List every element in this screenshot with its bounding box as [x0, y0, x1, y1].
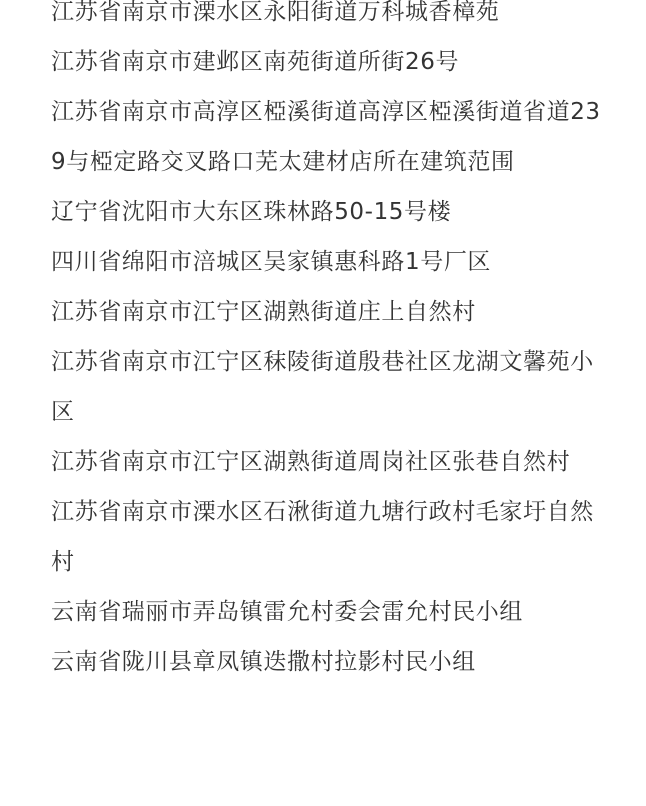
- address-item: 江苏省南京市江宁区秣陵街道殷巷社区龙湖文馨苑小区: [51, 349, 594, 425]
- address-item: 江苏省南京市建邺区南苑街道所街26号: [51, 49, 460, 75]
- address-item: 四川省绵阳市涪城区吴家镇惠科路1号厂区: [51, 249, 492, 275]
- address-list: [51, 0, 606, 687]
- address-item: 辽宁省沈阳市大东区珠林路50-15号楼: [51, 199, 452, 225]
- address-item: 云南省陇川县章凤镇迭撒村拉影村民小组: [51, 649, 476, 675]
- address-item: 江苏省南京市江宁区湖熟街道庄上自然村: [51, 299, 476, 325]
- address-item: 江苏省南京市溧水区永阳街道万科城香樟苑: [51, 0, 500, 25]
- address-item: 江苏省南京市江宁区湖熟街道周岗社区张巷自然村: [51, 449, 571, 475]
- address-item: 江苏省南京市高淳区椏溪街道高淳区椏溪街道省道239与椏定路交叉路口芜太建材店所在建筑范围: [51, 99, 601, 175]
- address-item: 云南省瑞丽市弄岛镇雷允村委会雷允村民小组: [51, 599, 523, 625]
- address-item: 江苏省南京市溧水区石湫街道九塘行政村毛家圩自然村: [51, 499, 594, 575]
